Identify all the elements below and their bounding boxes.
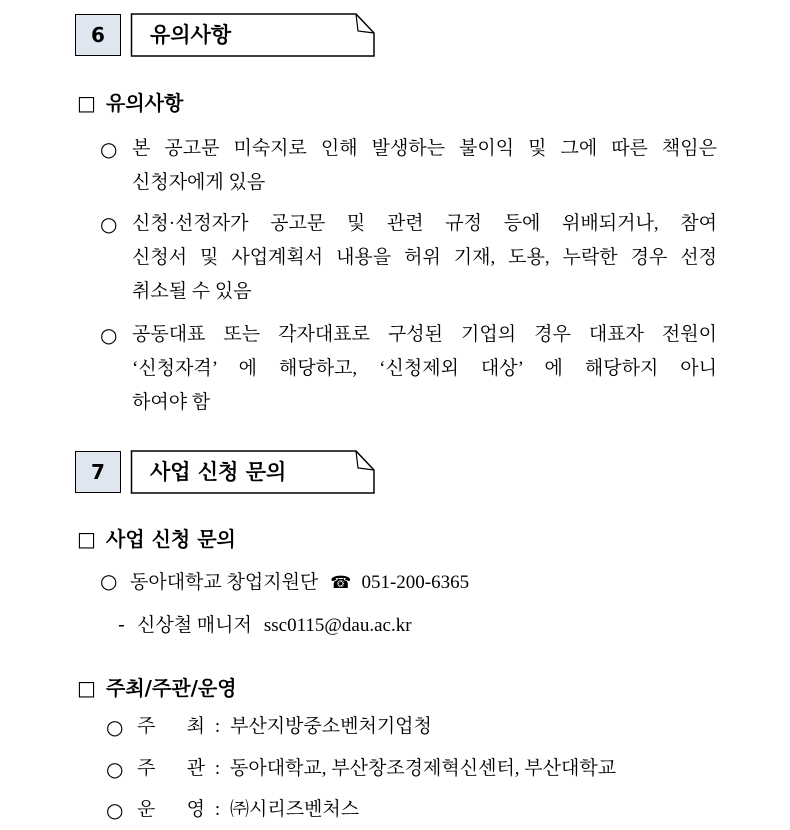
organizer-row bbox=[106, 756, 616, 782]
notice-line: 하여야 함 bbox=[132, 392, 211, 413]
subsection-heading-text: 주최/주관/운영 bbox=[106, 676, 237, 700]
contact-line bbox=[100, 568, 469, 594]
square-bullet-icon: □ bbox=[77, 527, 96, 551]
circle-bullet-icon: ○ bbox=[100, 323, 118, 347]
dash-marker: - bbox=[118, 614, 125, 636]
notice-line: 취소될 수 있음 bbox=[132, 281, 252, 302]
section-number: 7 bbox=[91, 460, 105, 484]
section-number-box bbox=[75, 451, 121, 493]
subsection-heading-text: 유의사항 bbox=[106, 91, 184, 115]
square-bullet-icon: □ bbox=[77, 91, 96, 115]
circle-bullet-icon: ○ bbox=[106, 715, 124, 739]
subsection-heading bbox=[77, 525, 236, 553]
notice-line: 신청·선정자가 공고문 및 관련 규정 등에 위배되거나, 참여 bbox=[132, 213, 717, 234]
phone-icon: ☎ bbox=[330, 573, 352, 593]
subsection-heading bbox=[77, 89, 183, 117]
organizer-row bbox=[106, 797, 359, 823]
organizer-value: 부산지방중소벤처기업청 bbox=[230, 716, 432, 737]
notice-line: 신청자에게 있음 bbox=[132, 172, 266, 193]
notice-item bbox=[100, 132, 717, 200]
organizer-label: 주 최 bbox=[137, 716, 205, 737]
square-bullet-icon: □ bbox=[77, 676, 96, 700]
organizer-row bbox=[106, 714, 432, 740]
organizer-separator: : bbox=[214, 716, 221, 737]
contact-phone: 051-200-6365 bbox=[361, 572, 470, 593]
notice-item bbox=[100, 318, 717, 420]
subsection-heading bbox=[77, 674, 237, 702]
organizer-separator: : bbox=[214, 799, 221, 820]
notice-line: 신청서 및 사업계획서 내용을 허위 기재, 도용, 누락한 경우 선정 bbox=[132, 247, 717, 268]
organizer-separator: : bbox=[214, 758, 221, 779]
organizer-label: 운 영 bbox=[137, 799, 205, 820]
section-number: 6 bbox=[91, 23, 105, 47]
notice-item bbox=[100, 207, 717, 309]
circle-bullet-icon: ○ bbox=[106, 757, 124, 781]
notice-line: 본 공고문 미숙지로 인해 발생하는 불이익 및 그에 따른 책임은 bbox=[132, 138, 717, 159]
notice-line: ‘신청자격’ 에 해당하고, ‘신청제외 대상’ 에 해당하지 아니 bbox=[132, 358, 717, 379]
circle-bullet-icon: ○ bbox=[100, 212, 118, 236]
section-title-box bbox=[130, 449, 376, 495]
manager-name: 신상철 매니저 bbox=[137, 615, 252, 636]
section-title-box bbox=[130, 12, 376, 58]
circle-bullet-icon: ○ bbox=[106, 798, 124, 822]
organizer-value: 동아대학교, 부산창조경제혁신센터, 부산대학교 bbox=[230, 758, 617, 779]
section-number-box bbox=[75, 14, 121, 56]
section-title: 유의사항 bbox=[150, 23, 232, 47]
section-title: 사업 신청 문의 bbox=[150, 460, 287, 484]
manager-email: ssc0115@dau.ac.kr bbox=[263, 615, 412, 636]
contact-organization: 동아대학교 창업지원단 bbox=[130, 572, 319, 593]
organizer-value: ㈜시리즈벤처스 bbox=[230, 799, 360, 820]
circle-bullet-icon: ○ bbox=[100, 137, 118, 161]
notice-line: 공동대표 또는 각자대표로 구성된 기업의 경우 대표자 전원이 bbox=[132, 324, 717, 345]
circle-bullet-icon: ○ bbox=[100, 569, 118, 593]
organizer-label: 주 관 bbox=[137, 758, 205, 779]
subsection-heading-text: 사업 신청 문의 bbox=[106, 527, 236, 551]
manager-line bbox=[118, 612, 412, 638]
